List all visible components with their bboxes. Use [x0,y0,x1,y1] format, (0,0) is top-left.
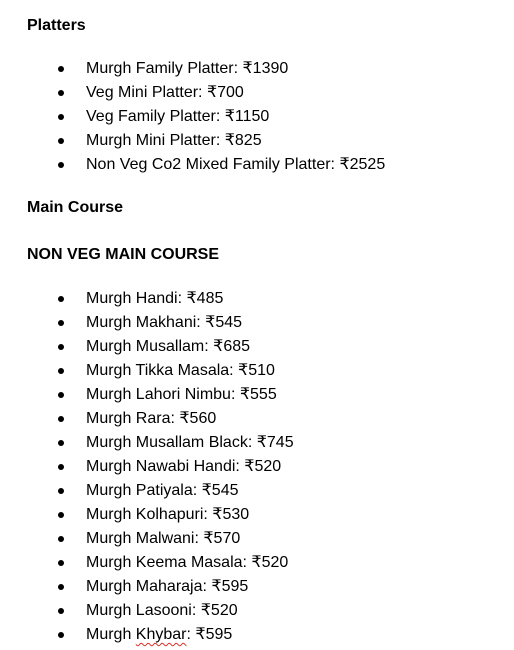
platters-heading: Platters [27,17,86,34]
bullet-icon [58,344,64,350]
dish-item-text: Murgh Patiyala: ₹545 [86,482,239,499]
spellcheck-flagged-word[interactable]: Khybar [135,626,187,643]
bullet-icon [58,608,64,614]
dish-name-prefix: Murgh [86,626,136,643]
bullet-icon [58,512,64,518]
bullet-icon [58,320,64,326]
main-course-heading: Main Course [27,199,124,216]
bullet-icon [58,296,64,302]
bullet-icon [58,632,64,638]
dish-item-text: Murgh Malwani: ₹570 [86,530,241,547]
dish-item-text: Murgh Keema Masala: ₹520 [86,554,289,571]
platter-item-text: Veg Mini Platter: ₹700 [86,84,244,101]
dish-item-text: Murgh Rara: ₹560 [86,410,217,427]
dish-item-text: Murgh Lasooni: ₹520 [86,602,238,619]
bullet-icon [58,440,64,446]
bullet-icon [58,536,64,542]
dish-item-text: Murgh Makhani: ₹545 [86,314,243,331]
bullet-icon [58,162,64,168]
dish-item-text: Murgh Maharaja: ₹595 [86,578,249,595]
dish-item-text: Murgh Tikka Masala: ₹510 [86,362,275,379]
bullet-icon [58,114,64,120]
bullet-icon [58,138,64,144]
bullet-icon [58,560,64,566]
dish-item-text: Murgh Nawabi Handi: ₹520 [86,458,282,475]
dish-item-text: Murgh Musallam Black: ₹745 [86,434,294,451]
platter-item-text: Murgh Mini Platter: ₹825 [86,132,262,149]
bullet-icon [58,368,64,374]
bullet-icon [58,488,64,494]
bullet-icon [58,392,64,398]
dish-price: : ₹595 [186,626,233,643]
non-veg-main-course-heading: NON VEG MAIN COURSE [27,246,220,263]
bullet-icon [58,90,64,96]
platter-item-text: Veg Family Platter: ₹1150 [86,108,270,125]
bullet-icon [58,66,64,72]
dish-item-text: Murgh Musallam: ₹685 [86,338,251,355]
dish-item-text: Murgh Handi: ₹485 [86,290,224,307]
bullet-icon [58,464,64,470]
platter-item-text: Murgh Family Platter: ₹1390 [86,60,289,77]
bullet-icon [58,416,64,422]
dish-item-text: Murgh Kolhapuri: ₹530 [86,506,250,523]
dish-item-text [86,623,232,647]
bullet-icon [58,584,64,590]
dish-item-text: Murgh Lahori Nimbu: ₹555 [86,386,277,403]
platter-item-text: Non Veg Co2 Mixed Family Platter: ₹2525 [86,156,386,173]
